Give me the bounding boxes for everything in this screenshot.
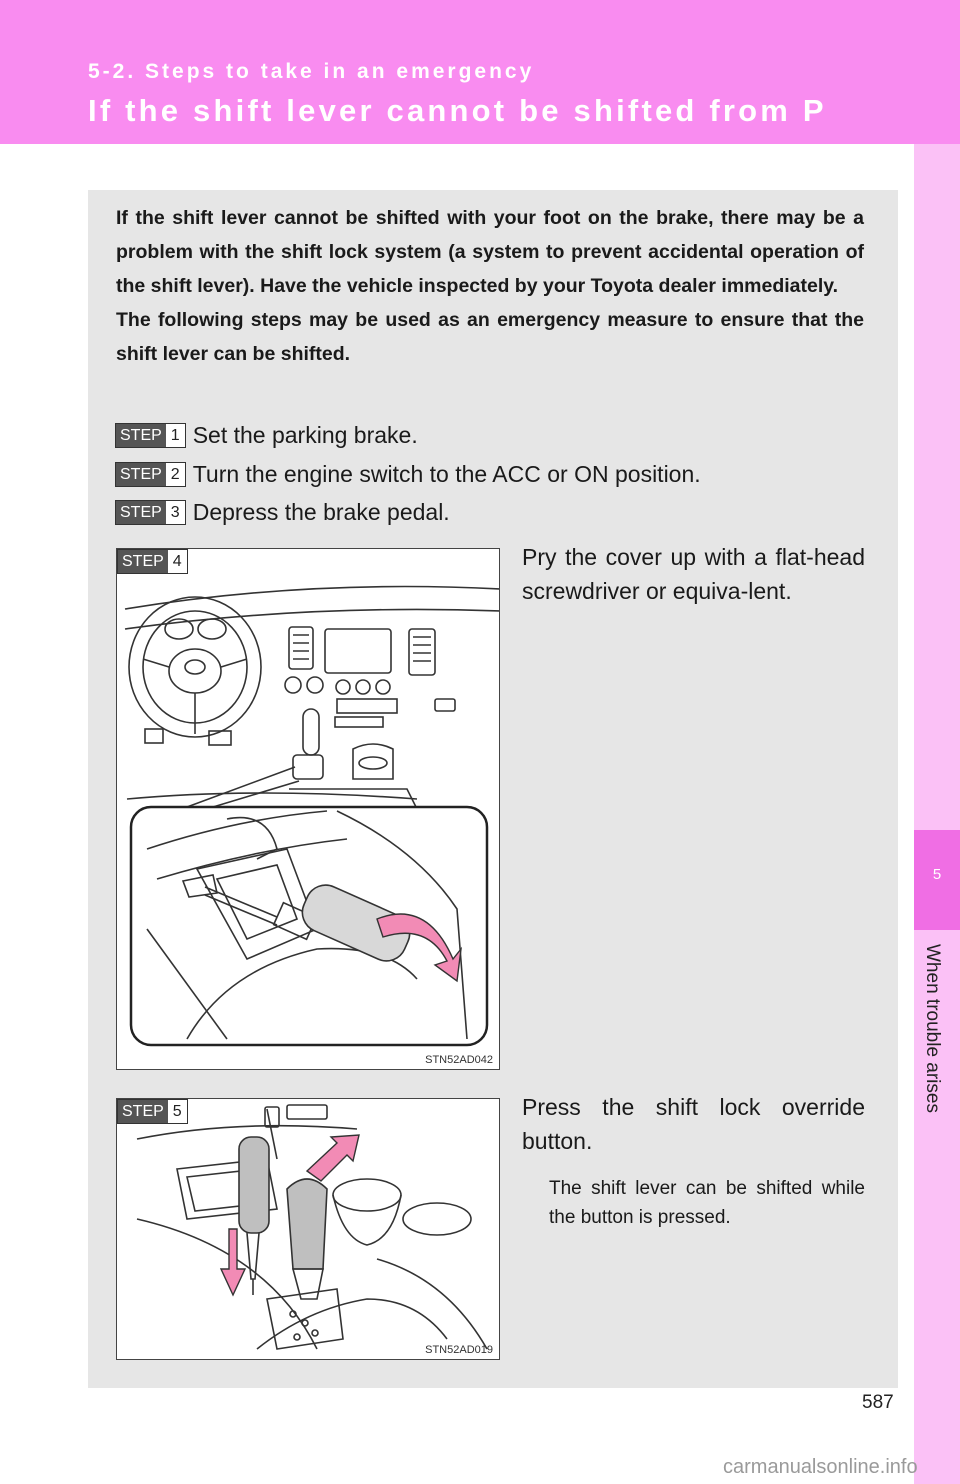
dashboard-screwdriver-drawing (117, 549, 500, 1070)
intro-paragraph: If the shift lever cannot be shifted with your foot on the brake, there may be a problem with the shift lock system (a system to prevent accidental operation of the shift lever). Have the vehicle inspected by your Toyota dealer immediately. (116, 207, 864, 297)
step-1 (115, 420, 418, 450)
step-badge: STEP 1 (115, 423, 186, 448)
step-text: Turn the engine switch to the ACC or ON position. (192, 460, 701, 487)
step-3 (115, 497, 450, 527)
step-4-illustration (116, 548, 500, 1070)
step-badge: STEP 4 (117, 549, 188, 574)
page-title: If the shift lever cannot be shifted from P (88, 93, 827, 128)
shift-direction-arrow (307, 1135, 359, 1181)
step-5-illustration (116, 1098, 500, 1360)
step-5-description: Press the shift lock override button. (522, 1094, 865, 1154)
figure-code: STN52AD019 (425, 1344, 493, 1356)
step-badge: STEP 2 (115, 462, 186, 487)
page-number: 587 (862, 1392, 894, 1413)
chapter-label: When trouble arises (922, 944, 943, 1113)
step-badge: STEP 5 (117, 1099, 188, 1124)
chapter-number: 5 (932, 866, 942, 883)
step-text: Set the parking brake. (192, 421, 418, 448)
intro-text (116, 201, 864, 371)
shift-lock-override-drawing (117, 1099, 500, 1360)
step-text: Depress the brake pedal. (192, 498, 450, 525)
section-label: 5-2. Steps to take in an emergency (88, 60, 535, 83)
step-4-description: Pry the cover up with a flat-head screwdriver or equiva-lent. (522, 544, 865, 604)
chapter-side-tab[interactable] (914, 144, 960, 1484)
figure-code: STN52AD042 (425, 1054, 493, 1066)
page-header (0, 0, 960, 144)
step-5-note: The shift lever can be shifted while the button is pressed. (549, 1178, 865, 1228)
step-2 (115, 459, 701, 489)
watermark: carmanualsonline.info (723, 1456, 918, 1478)
intro-paragraph: The following steps may be used as an emergency measure to ensure that the shift lever can be shifted. (116, 309, 864, 365)
step-badge: STEP 3 (115, 500, 186, 525)
